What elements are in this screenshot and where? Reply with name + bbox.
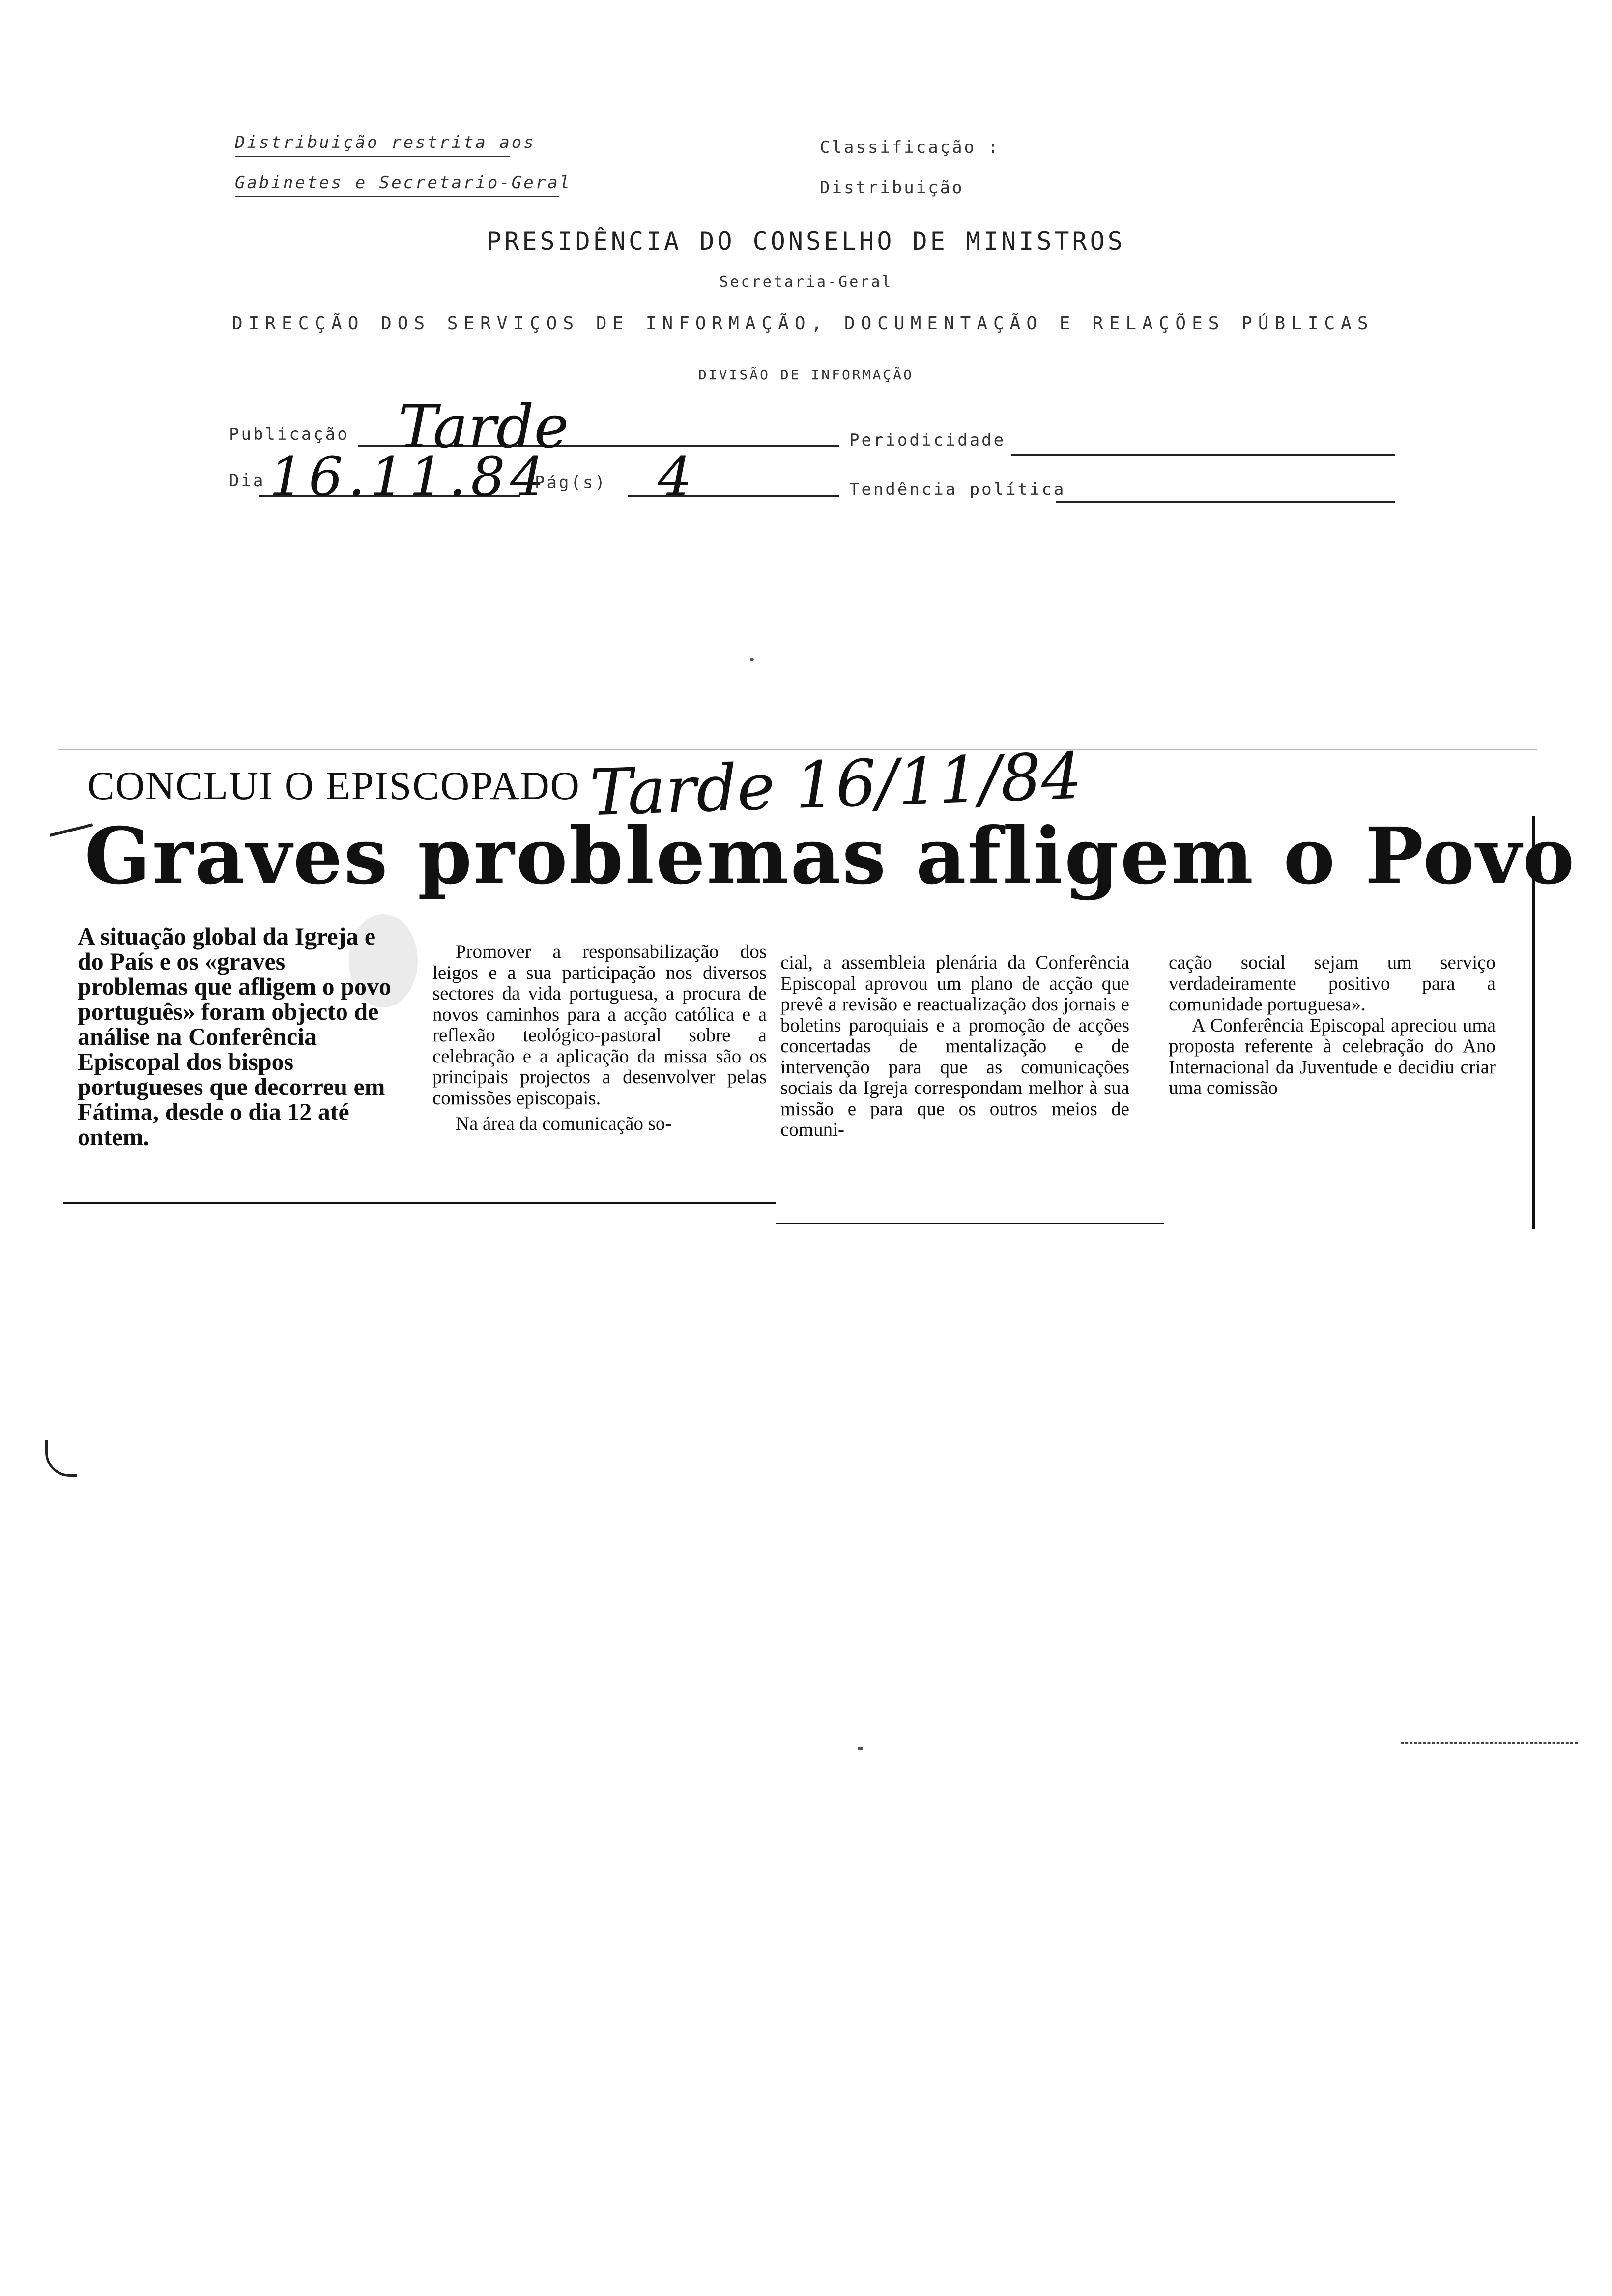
- article-column-4: [1169, 952, 1496, 1099]
- column-4-paragraph-1: cação social sejam um serviço verdadeiramente positivo para a comunidade portuguesa».: [1169, 952, 1496, 1015]
- margin-mark: [45, 1440, 77, 1477]
- distribution-note-line1: Distribuição restrita aos: [235, 133, 536, 152]
- day-label: Dia: [229, 471, 265, 490]
- political-line: [1056, 501, 1395, 503]
- handwritten-note: Tarde 16/11/84: [588, 738, 1083, 831]
- periodicity-label: Periodicidade: [849, 430, 1006, 450]
- article-column-3: [780, 952, 1129, 1141]
- pages-label: Pág(s): [535, 473, 607, 492]
- ink-dot: [750, 658, 754, 661]
- pages-value: 4: [658, 445, 692, 508]
- distribution-note-underline-2: [235, 196, 559, 197]
- scan-mark: [1401, 1742, 1578, 1744]
- political-label: Tendência política: [849, 480, 1066, 499]
- day-value: 16.11.84: [269, 445, 549, 508]
- form-title: PRESIDÊNCIA DO CONSELHO DE MINISTROS: [487, 227, 1125, 256]
- clipping-bottom-rule: [63, 1202, 776, 1204]
- scan-speck: [858, 1747, 863, 1750]
- article-headline: Graves problemas afligem o Povo: [85, 811, 1576, 902]
- publication-label: Publicação: [229, 425, 349, 444]
- form-division: DIVISÃO DE INFORMAÇÃO: [698, 367, 914, 383]
- column-2-paragraph-2: Na área da comunicação so-: [455, 1113, 672, 1134]
- classification-label: Classificação :: [820, 138, 1001, 157]
- periodicity-line: [1011, 454, 1395, 456]
- distribution-note-underline-1: [235, 156, 510, 157]
- article-kicker: CONCLUI O EPISCOPADO: [87, 763, 580, 808]
- column-2-paragraph-1: Promover a responsabilização dos leigos e a sua participação nos diversos sectores da vida portuguesa, a procura de novos caminhos para a acção católica e a reflexão teológico-pastoral sobre a celebração e a aplicação da missa são os principais projectos a desenvolver pelas comissões episcopais.: [432, 941, 767, 1109]
- article-lede: A situação global da Igreja e do País e os «graves problemas que afligem o povo português» foram objecto de análise na Conferência Episcopal dos bispos portugueses que decorreu em Fátima, desde o dia 12 até ontem.: [78, 922, 391, 1150]
- distribution-note-line2: Gabinetes e Secretario-Geral: [235, 173, 572, 193]
- publication-value: Tarde: [398, 393, 569, 461]
- column-4-paragraph-2: A Conferência Episcopal apreciou uma proposta referente à celebração do Ano Internacional da Juventude e decidiu criar uma comissão: [1169, 1014, 1496, 1098]
- column-3-paragraph-1: cial, a assembleia plenária da Conferência Episcopal aprovou um plano de acção que prevê a revisão e reactualização dos jornais e boletins paroquiais e a promoção de acções concertadas de mentalização e de intervenção para que as comunicações sociais da Igreja correspondam melhor à sua missão e para que os outros meios de comuni-: [780, 952, 1129, 1140]
- clipping-bottom-rule-2: [776, 1223, 1164, 1224]
- form-direction: DIRECÇÃO DOS SERVIÇOS DE INFORMAÇÃO, DOCUMENTAÇÃO E RELAÇÕES PÚBLICAS: [232, 314, 1374, 334]
- form-subtitle: Secretaria-Geral: [719, 273, 893, 290]
- article-column-2: [432, 942, 767, 1135]
- distribution-label: Distribuição: [820, 178, 964, 198]
